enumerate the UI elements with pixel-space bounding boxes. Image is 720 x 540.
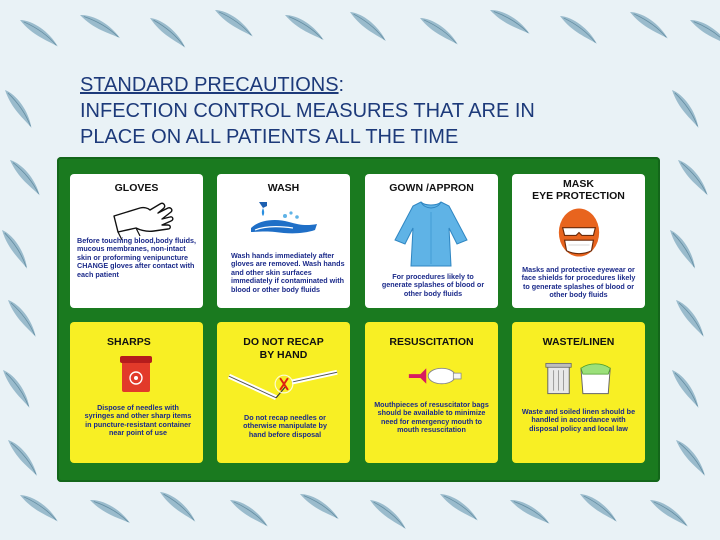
- mask-goggles-icon: [555, 206, 603, 260]
- card-wash: [217, 174, 350, 308]
- card-description: Waste and soiled linen should be handled in accordance with disposal policy and local law: [521, 407, 636, 433]
- sharps-container-icon: [118, 354, 154, 394]
- slide-title: [80, 72, 680, 150]
- waste-bins-icon: [540, 358, 618, 398]
- card-waste-linen: [512, 322, 645, 463]
- feather-row-bottom: [19, 487, 690, 533]
- card-heading-line-2: EYE PROTECTION: [532, 190, 625, 202]
- resuscitation-bag-icon: [405, 362, 463, 392]
- feather-row-top: [19, 4, 720, 52]
- title-line-1: [80, 72, 680, 98]
- card-sharps: [70, 322, 203, 463]
- card-heading: WASTE/LINEN: [542, 336, 615, 348]
- card-heading: GOWN /APPRON: [389, 182, 474, 194]
- card-description: Before touching blood,body fluids, mucous membranes, non-intact skin or proforming venipuncture CHANGE gloves after contact with each patient: [77, 236, 196, 279]
- title-line-3: PLACE ON ALL PATIENTS ALL THE TIME: [80, 126, 459, 148]
- card-mask-eye-protection: [512, 174, 645, 308]
- no-recap-syringe-icon: [225, 368, 343, 402]
- card-heading: GLOVES: [114, 182, 159, 194]
- card-gown-apron: [365, 174, 498, 308]
- card-description: Mouthpieces of resuscitator bags should be available to minimize need for emergency mouth to mouth resuscitation: [374, 400, 489, 435]
- title-underlined-label: STANDARD PRECAUTIONS: [80, 74, 339, 96]
- card-heading: WASH: [267, 182, 300, 194]
- card-description: Do not recap needles or otherwise manipulate by hand before disposal: [243, 413, 327, 439]
- card-description: Dispose of needles with syringes and other sharp items in puncture-resistant container near point of use: [84, 403, 192, 438]
- card-description: Wash hands immediately after gloves are removed. Wash hands and other skin surfaces immediately if contaminated with blood or other body fluids: [231, 251, 345, 294]
- card-description: For procedures likely to generate splashes of blood or other body fluids: [381, 272, 485, 298]
- feather-column-left: [1, 86, 43, 479]
- card-heading-line-1: MASK: [563, 178, 594, 190]
- card-do-not-recap: [217, 322, 350, 463]
- card-heading-line-2: BY HAND: [259, 349, 308, 361]
- card-heading-line-1: DO NOT RECAP: [243, 336, 324, 348]
- title-line-2: INFECTION CONTROL MEASURES THAT ARE IN: [80, 100, 535, 122]
- card-gloves: [70, 174, 203, 308]
- card-resuscitation: [365, 322, 498, 463]
- gown-icon: [391, 198, 471, 268]
- title-colon: :: [338, 74, 345, 96]
- hand-wash-icon: [245, 196, 325, 241]
- card-heading: SHARPS: [107, 336, 151, 348]
- precautions-poster: [57, 157, 660, 482]
- card-description: Masks and protective eyewear or face shields for procedures likely to generate splashes of blood or other body fluids: [521, 265, 636, 300]
- card-heading: RESUSCITATION: [389, 336, 474, 348]
